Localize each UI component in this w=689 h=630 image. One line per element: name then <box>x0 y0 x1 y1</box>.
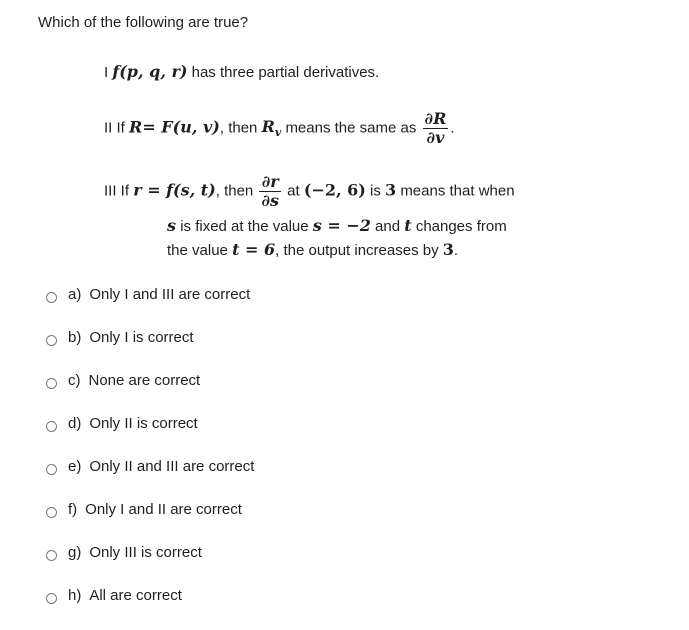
statement-3-then: , then <box>215 182 254 200</box>
statement-3-means: means that when <box>400 182 515 200</box>
option-label: Only II and III are correct <box>89 458 255 475</box>
statement-3-line2-text: is fixed at the value <box>180 218 309 235</box>
option-letter: g) <box>68 544 82 561</box>
radio-button[interactable] <box>46 507 57 518</box>
statement-1-function: f(p, q, r) <box>112 62 188 81</box>
option-letter: d) <box>68 415 82 432</box>
statement-3-line-2 <box>167 216 507 235</box>
radio-button[interactable] <box>46 292 57 303</box>
radio-button[interactable] <box>46 593 57 604</box>
radio-button[interactable] <box>46 335 57 346</box>
option-label: All are correct <box>89 587 182 604</box>
statement-2-means: means the same as <box>285 119 417 137</box>
statement-3-output: , the output increases by <box>275 242 439 259</box>
statement-3-at: at <box>287 182 300 200</box>
option-h[interactable] <box>46 587 254 630</box>
statement-2-eq: = F(u, v) <box>142 117 220 137</box>
option-e[interactable] <box>46 458 254 501</box>
statement-2-fraction: $\frac{\partial R}{\partial v}$ <box>424 109 447 147</box>
option-d[interactable] <box>46 415 254 458</box>
statement-3-value: 3 <box>385 180 397 200</box>
statement-3-increase: 3 <box>442 240 454 259</box>
statement-3-s-eq: s = −2 <box>312 216 371 235</box>
option-g[interactable] <box>46 544 254 587</box>
statement-3-point: (−2, 6) <box>303 180 366 200</box>
option-letter: h) <box>68 587 82 604</box>
statement-3 <box>104 173 515 210</box>
option-b[interactable] <box>46 329 254 372</box>
statement-3-line-3 <box>167 240 458 259</box>
statement-2-Rv: $R_v$ <box>261 117 282 140</box>
statement-2-then: , then <box>219 119 258 137</box>
option-c[interactable] <box>46 372 254 415</box>
radio-button[interactable] <box>46 421 57 432</box>
option-a[interactable] <box>46 286 254 329</box>
radio-button[interactable] <box>46 550 57 561</box>
option-letter: f) <box>68 501 78 518</box>
statement-2-numeral: II If <box>104 119 125 137</box>
statement-3-end: . <box>453 242 459 259</box>
option-letter: b) <box>68 329 82 346</box>
statement-3-and: and <box>375 218 401 235</box>
statement-2 <box>104 110 455 147</box>
statement-3-numeral: III If <box>104 182 130 200</box>
statement-1-text: has three partial derivatives. <box>191 64 380 81</box>
statement-2-end: . <box>450 119 455 137</box>
option-letter: e) <box>68 458 82 475</box>
option-label: Only I and II are correct <box>85 501 242 518</box>
statement-3-s-var: s <box>167 216 177 235</box>
answer-options <box>46 286 254 630</box>
option-label: Only II is correct <box>89 415 198 432</box>
statement-2-R: R <box>129 117 143 137</box>
option-f[interactable] <box>46 501 254 544</box>
statement-3-eq: r = f(s, t) <box>133 180 216 200</box>
option-letter: c) <box>68 372 81 389</box>
statement-3-fraction: $\frac{\partial r}{\partial s}$ <box>261 172 279 210</box>
statement-3-t-eq: t = 6 <box>232 240 276 259</box>
statement-3-line3-text: the value <box>167 242 228 259</box>
statement-3-t-var: t <box>404 216 412 235</box>
option-label: Only I and III are correct <box>89 286 251 303</box>
option-letter: a) <box>68 286 82 303</box>
question-prompt: Which of the following are true? <box>38 14 249 31</box>
statement-1 <box>104 62 379 81</box>
statement-3-changes: changes from <box>415 218 507 235</box>
radio-button[interactable] <box>46 464 57 475</box>
option-label: Only III is correct <box>89 544 202 561</box>
statement-3-is: is <box>369 182 381 200</box>
option-label: None are correct <box>88 372 201 389</box>
radio-button[interactable] <box>46 378 57 389</box>
statement-1-numeral: I <box>104 64 109 81</box>
option-label: Only I is correct <box>89 329 194 346</box>
